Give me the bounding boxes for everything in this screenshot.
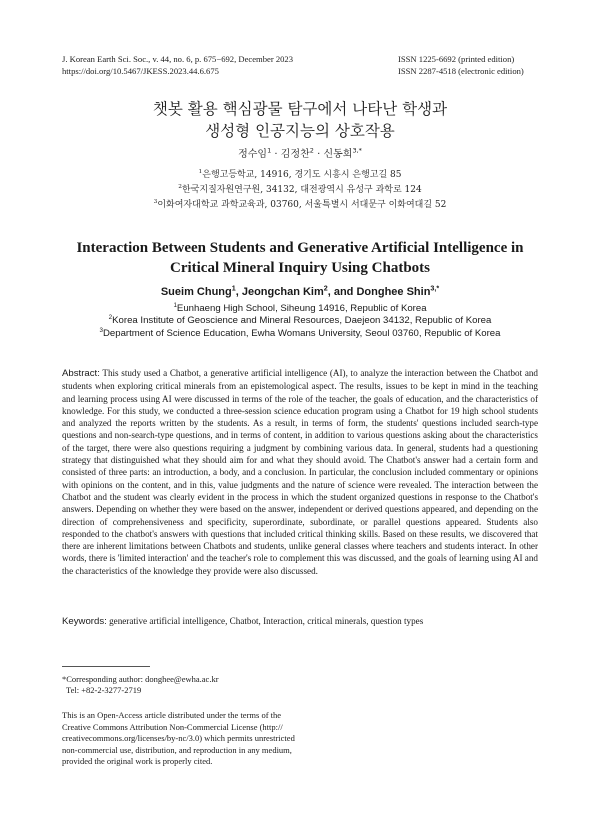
- journal-header: [62, 53, 293, 77]
- author-affil-mark: 1: [267, 146, 272, 155]
- issn-block: [398, 53, 524, 77]
- english-title-line1: Interaction Between Students and Generative Artificial Intelligence in: [76, 240, 524, 256]
- issn-electronic: ISSN 2287-4518 (electronic edition): [398, 66, 524, 76]
- author-affil-mark: 1: [231, 284, 236, 293]
- open-access-notice: [62, 710, 302, 768]
- korean-author: 정수임: [238, 149, 268, 160]
- doi-link[interactable]: https://doi.org/10.5467/JKESS.2023.44.6.675: [62, 66, 219, 76]
- footnote-divider: [62, 666, 150, 667]
- issn-print: ISSN 1225-6692 (printed edition): [398, 54, 515, 64]
- abstract-label: Abstract:: [62, 368, 100, 379]
- abstract-text: This study used a Chatbot, a generative artificial intelligence (AI), to analyze the interaction between the Chatbot and students when exploring critical minerals from an epistemological aspect. The results, issues to be kept in mind in the teaching and learning process using AI were discussed in terms of the role of the teacher, the goals of education, and the characteristics of knowledge. For this study, we conducted a three-session science education program using a Chatbot for 19 high school students and analyzed the reports written by the students. As a result, in terms of form, the students' questions included search-type questions and non-search-type questions, and in terms of content, in addition to various questions asking about the characteristics of the target, there were also questions requiring a judgment by combining various data. In general, students had a questioning strategy that distinguished what they should aim for and what they should avoid. The Chatbot's answer had a certain form and consisted of three parts: an introduction, a body, and a conclusion. In particular, the conclusion included commentary or opinions with opinions on the content, and in this, value judgments and the nature of science were revealed. The interaction between the Chatbot and the student was clearly evident in the process in which the student organized questions in response to the Chatbot's answers. Depending on whether they were based on the answer, independent or derived questions appeared, and depending on the direction of comprehensiveness and specificity, superordinate, subordinate, or parallel questions appeared. Students also responded to the chatbot's answers with questions that included critical thinking skills. Based on these results, we discovered that there are inherent limitations between Chatbots and students, unlike general classes where teachers and students interact. In other words, there is 'limited interaction' and the teacher's role to complement this was discussed, and the goals of learning using AI and the characteristics of the knowledge they provide were also discussed.: [62, 368, 538, 576]
- english-title-line2: Critical Mineral Inquiry Using Chatbots: [169, 260, 430, 276]
- journal-citation: J. Korean Earth Sci. Soc., v. 44, no. 6, p. 675−692, December 2023: [62, 54, 294, 64]
- korean-title-line2: 생성형 인공지능의 상호작용: [205, 122, 395, 140]
- keywords: [62, 615, 538, 628]
- affil-mark: 2: [108, 314, 113, 322]
- open-access-line: provided the original work is properly cited.: [62, 756, 213, 767]
- telephone: Tel: +82-2-3277-2719: [66, 685, 142, 695]
- korean-affiliation: $^3$이화여자대학교 과학교육과, 03760, 서울특별시 서대문구 이화여대길 52: [153, 199, 447, 210]
- abstract: [62, 367, 538, 577]
- author-separator: ·: [271, 149, 281, 160]
- author-separator: ·: [313, 149, 324, 160]
- english-author: Jeongchan Kim: [241, 286, 324, 298]
- affil-mark: 1: [198, 169, 203, 175]
- footnote: [62, 674, 219, 696]
- open-access-line: This is an Open-Access article distributed under the terms of the: [62, 710, 282, 720]
- open-access-line: Creative Commons Attribution Non-Commercial License (http://: [62, 721, 283, 732]
- author-separator: , and: [327, 286, 357, 298]
- affil-mark: 3: [153, 199, 158, 205]
- author-affil-mark: 2: [323, 284, 328, 293]
- author-affil-mark: 2: [309, 146, 314, 155]
- english-author: Donghee Shin: [356, 286, 431, 298]
- english-affiliation: $^2$Korea Institute of Geoscience and Mineral Resources, Daejeon 34132, Republic of Korea: [108, 314, 492, 327]
- corresponding-author: *Corresponding author: donghee@ewha.ac.kr: [62, 674, 219, 684]
- open-access-line: creativecommons.org/licenses/by-nc/3.0) which permits unrestricted: [62, 733, 295, 744]
- author-separator: ,: [235, 286, 242, 298]
- keywords-label: Keywords:: [62, 616, 107, 627]
- korean-author: 신동희: [323, 149, 353, 160]
- english-affiliation: $^1$Eunhaeng High School, Siheung 14916, Republic of Korea: [173, 301, 427, 314]
- korean-affiliations: [0, 168, 600, 213]
- korean-affiliation: $^1$은행고등학교, 14916, 경기도 시흥시 은행고길 85: [198, 169, 402, 180]
- english-affiliation: $^3$Department of Science Education, Ewha Womans University, Seoul 03760, Republic of Korea: [99, 326, 501, 339]
- english-title: [0, 238, 600, 278]
- affil-mark: 1: [173, 301, 177, 309]
- author-affil-mark: 3,*: [352, 146, 362, 155]
- author-affil-mark: 3,*: [430, 284, 440, 293]
- english-author: Sueim Chung: [160, 286, 232, 298]
- affil-mark: 3: [99, 326, 103, 334]
- korean-title: [0, 98, 600, 142]
- open-access-line: non-commercial use, distribution, and reproduction in any medium,: [62, 744, 292, 755]
- affil-mark: 2: [178, 184, 182, 190]
- korean-authors: [0, 148, 600, 162]
- keywords-text: generative artificial intelligence, Chatbot, Interaction, critical minerals, question types: [109, 616, 424, 626]
- korean-affiliation: $^2$한국지질자원연구원, 34132, 대전광역시 유성구 과학로 124: [178, 184, 422, 195]
- english-affiliations: [0, 303, 600, 340]
- english-authors: [0, 285, 600, 299]
- korean-title-line1: 챗봇 활용 핵심광물 탐구에서 나타난 학생과: [152, 100, 448, 118]
- korean-author: 김정찬: [280, 149, 310, 160]
